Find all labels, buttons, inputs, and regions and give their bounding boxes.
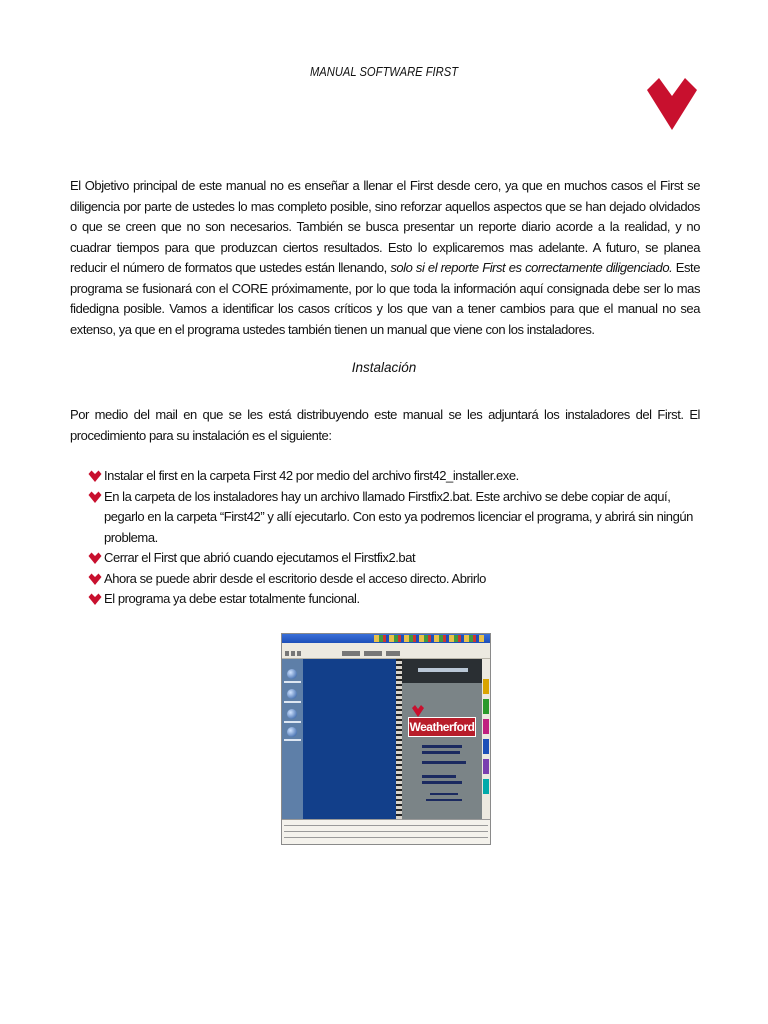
- heart-bullet-icon: [88, 573, 102, 585]
- screenshot-toolbar: [282, 650, 490, 659]
- heart-bullet-icon: [88, 593, 102, 605]
- install-steps-list: [88, 466, 700, 610]
- intro-emphasis: solo si el reporte First es correctamente diligenciado.: [390, 260, 673, 275]
- screenshot-side-panel: [282, 659, 303, 819]
- page-title: MANUAL SOFTWARE FIRST: [309, 64, 459, 79]
- list-item: Ahora se puede abrir desde el escritorio desde el acceso directo. Abrirlo: [88, 569, 700, 590]
- screenshot-titlebar: [282, 634, 490, 643]
- list-item: En la carpeta de los instaladores hay un archivo llamado Firstfix2.bat. Este archivo se debe copiar de aquí, pegarlo en la carpeta “First42” y allí ejecutarlo. Con esto ya podremos licenciar el programa, y abrirá sin ningún problema.: [88, 487, 700, 549]
- screenshot-taskbar-icons: [374, 635, 484, 642]
- weatherford-logo-icon: [645, 72, 699, 132]
- weatherford-small-logo-icon: [412, 705, 424, 717]
- heart-bullet-icon: [88, 552, 102, 564]
- list-item: Instalar el first en la carpeta First 42 por medio del archivo first42_installer.exe.: [88, 466, 700, 487]
- intro-text: El Objetivo principal de este manual no es enseñar a llenar el First desde cero, ya que en muchos casos el First se diligencia por parte de ustedes lo mas completo posible, sino reforzar aquellos aspectos que se han dejado olvidados o que se creen que no son necesarios. También se busca presentar un reporte diario acorde a la realidad, y no cuadrar tiempos para que produzcan ciertos resultados. Esto lo explicaremos mas adelante. A futuro, se planea reducir el número de formatos que ustedes están llenando, solo si el reporte First es correctamente diligenciado. Este programa se fusionará con el CORE próximamente, por lo que toda la información aquí consignada debe ser lo mas fidedigna posible. Vamos a identificar los casos críticos y los que van a tener cambios para que el manual no sea extenso, ya que en el programa ustedes también tienen un manual que viene con los instaladores.: [70, 178, 700, 337]
- screenshot-cover-page: [402, 659, 482, 819]
- screenshot-brand-text: Weatherford: [409, 720, 475, 734]
- list-item: Cerrar el First que abrió cuando ejecutamos el Firstfix2.bat: [88, 548, 700, 569]
- heart-bullet-icon: [88, 470, 102, 482]
- list-item: El programa ya debe estar totalmente funcional.: [88, 589, 700, 610]
- first-software-screenshot: [281, 633, 491, 845]
- install-intro-paragraph: Por medio del mail en que se les está distribuyendo este manual se les adjuntará los instaladores del First. El procedimiento para su instalación es el siguiente:: [70, 407, 700, 443]
- screenshot-section-tabs: [482, 659, 490, 819]
- screenshot-blue-pane: [303, 659, 399, 819]
- section-heading-installation: Instalación: [351, 360, 417, 375]
- screenshot-bottom-table: [282, 819, 490, 845]
- heart-bullet-icon: [88, 491, 102, 503]
- intro-paragraph: [70, 176, 700, 340]
